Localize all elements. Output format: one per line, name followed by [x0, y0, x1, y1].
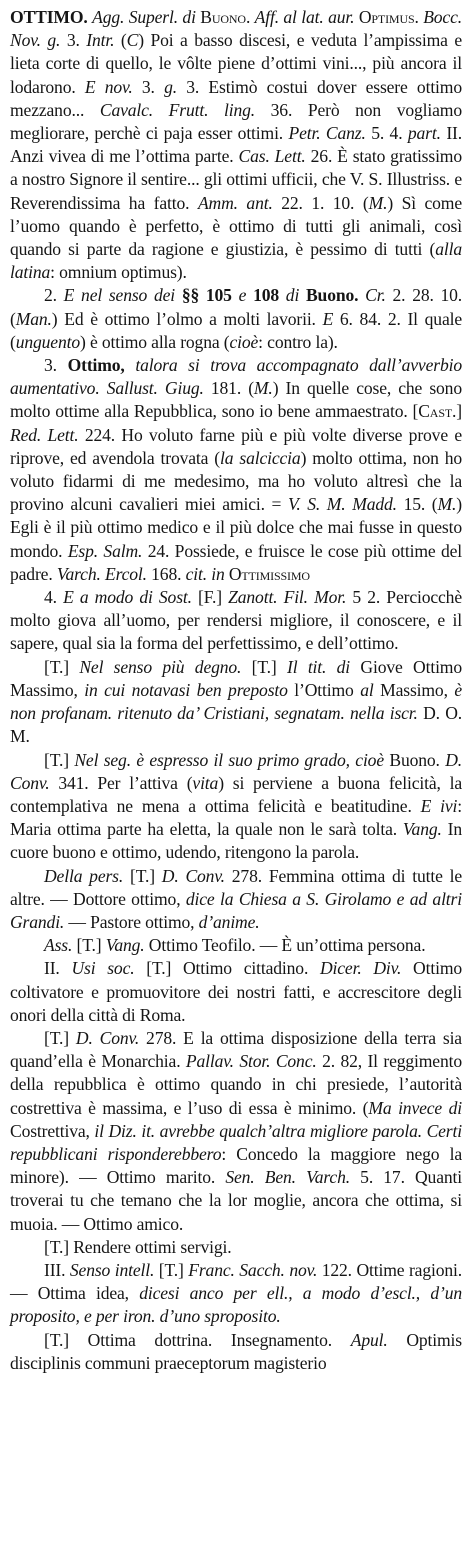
entry-paragraph-2: 2. E nel senso dei §§ 105 e 108 di Buono. Cr. 2. 28. 10. (Man.) Ed è ottimo l’olmo a molti lavorii. E 6. 84. 2. Il quale (unguento) è ottimo alla rogna (cioè: contro la). — [10, 285, 463, 352]
entry-paragraph-1: OTTIMO. Agg. Superl. di Buono. Aff. al lat. aur. Optimus. Bocc. Nov. g. 3. Intr. (C) Poi a basso discesi, e veduta l’ampissima e lieta corte di quello, le vôlte piene d’ottimi vini..., più ancora il lodarono. E nov. 3. g. 3. Estimò costui dover essere ottimo mezzano... Cavalc. Frutt. ling. 36. Però non vogliamo megliorare, perchè ci paja esser ottimi. Petr. Canz. 5. 4. part. II. Anzi viveа di me l’ottima parte. Cas. Lett. 26. È stato gratissimo a nostro Signore il sentire... gli ottimi ufficii, che V. S. Illustriss. e Reverendissima ha fatto. Amm. ant. 22. 1. 10. (M.) Sì come l’uomo quando è perfetto, è ottimo di tutti gli animali, così quando si parte da ragione e giustizia, è pessimo di tutti (alla latina: omnium optimus). — [10, 7, 462, 283]
entry-paragraph-5: [T.] Nel senso più degno. [T.] Il tit. di Giove Ottimo Massimo, in cui notavasi ben preposto l’Ottimo al Massimo, è non profanam. ritenuto da’ Cristiani, segnatam. nella iscr. D. O. M. — [10, 656, 463, 747]
entry-paragraph-7: Della pers. [T.] D. Conv. 278. Femmina ottima di tutte le altre. — Dottore ottimo, dice la Chiesa a S. Girolamo e ad altri Grandi. — Pastore ottimo, d’anime. — [10, 865, 462, 932]
entry-paragraph-10: [T.] D. Conv. 278. E la ottima disposizione della terra sia quand’ella è Monarchia. Pallav. Stor. Conc. 2. 82, Il reggimento della repubblica è ottimo quando in chi presiede, l’autorità costrettiva è massima, e l’uso di essa è minimo. (Ma invece di Costrettiva, il Diz. it. avrebbe qualch’altra migliore parola. Certi repubblicani risponderebbero: Concedo la maggiore nego la minore). — Ottimo marito. Sen. Ben. Varch. 5. 17. Quanti troverai tu che temano che la lor moglie, ancora che ottima, si muoia. — Ottimo amico. — [10, 1027, 462, 1234]
entry-paragraph-13: [T.] Ottima dottrina. Insegnamento. Apul. Optimis disciplinis communi praeceptorum magisterio — [10, 1329, 462, 1373]
entry-paragraph-11: [T.] Rendere ottimi servigi. — [44, 1236, 232, 1257]
entry-paragraph-12: III. Senso intell. [T.] Franc. Sacch. nov. 122. Ottime ragioni. — Ottima idea, dicesi anco per ell., a modo d’escl., d’un proposito, e per iron. d’uno sproposito. — [10, 1259, 462, 1327]
entry-paragraph-9: II. Usi soc. [T.] Ottimo cittadino. Dicer. Div. Ottimo coltivatore e promuovitore dei nostri fatti, e accrescitore degli onori della città di Roma. — [10, 958, 462, 1025]
entry-paragraph-6: [T.] Nel seg. è espresso il suo primo grado, cioè Buono. D. Conv. 341. Per l’attiva (vita) si perviene a buona felicità, la contemplativa ne mena a ottima felicità e beatitudine. E ivi: Maria ottima parte ha eletta, la quale non le sarà tolta. Vang. In cuore buono e ottimo, udendo, ritengono la parola. — [10, 749, 463, 863]
entry-paragraph-8: Ass. [T.] Vang. Ottimo Teofilo. — È un’ottima persona. — [44, 935, 426, 956]
entry-paragraph-3: 3. Ottimo, talora si trova accompagnato dall’avverbio aumentativo. Sallust. Giug. 181. (M.) In quelle cose, che sono molto ottime alla Repubblica, sono io bene ammaestrato. [Cast.] Red. Lett. 224. Ho voluto farne più e più volte diverse prove e riprove, ed avendola trovata (la salciccia) molto ottima, non ho voluto fidarmi di me medesimo, ma ho voluto altresì che la provino alcuni cavalieri miei amici. = V. S. M. Madd. 15. (M.) Egli è il più ottimo medico e il più dolce che mai fusse in questo mondo. Esp. Salm. 24. Possiede, e fruisce le cose più ottime del padre. Varch. Ercol. 168. cit. in Ottimissimo — [10, 355, 463, 584]
entry-paragraph-4: 4. E a modo di Sost. [F.] Zanott. Fil. Mor. 5 2. Perciocchè molto giova all’uomo, per rendersi migliore, il conoscere, e il sapere, qual sia la forma del perfettissimo, e dell’ottimo. — [10, 587, 462, 654]
